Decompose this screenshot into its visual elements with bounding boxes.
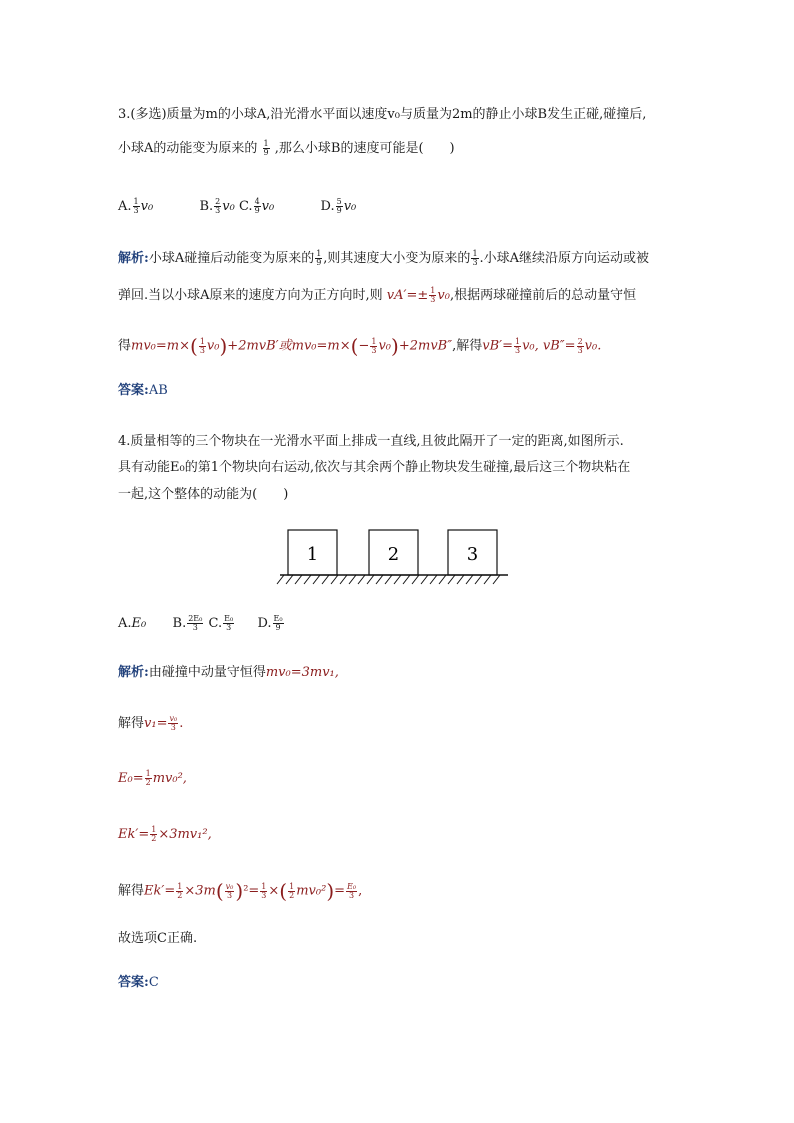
denominator: 3 (215, 206, 221, 215)
denominator: 3 (192, 623, 198, 632)
option-d-label: D. (257, 616, 272, 631)
denominator: 3 (261, 890, 267, 900)
hatch-mark (376, 575, 383, 584)
left-paren: ( (279, 879, 288, 903)
option-a-label: A. (118, 616, 132, 631)
q4-solution-line3 (118, 770, 187, 788)
equation: ×3mv₁², (158, 827, 212, 842)
q4-answer (118, 974, 159, 992)
option-b-label: B. (172, 616, 187, 631)
fraction (225, 883, 235, 900)
numerator: v₀ (225, 881, 234, 891)
denominator: 3 (226, 890, 233, 900)
fraction (273, 615, 284, 632)
q3-options (118, 198, 356, 216)
q4-solution-line2 (118, 715, 183, 733)
text: . (179, 716, 184, 731)
fraction (288, 883, 295, 900)
hatch-mark (331, 575, 338, 584)
text: .小球A继续沿原方向运动或被 (479, 251, 650, 266)
hatch-mark (421, 575, 428, 584)
equation: = (334, 883, 346, 899)
block-3-label: 3 (466, 544, 479, 565)
right-paren: ) (235, 879, 244, 903)
numerator: 1 (430, 286, 436, 295)
denominator: 9 (336, 206, 342, 215)
equation: ×3m (184, 883, 216, 899)
denominator: 9 (263, 148, 269, 157)
numerator: 1 (261, 881, 267, 891)
variable: v₀ (343, 199, 357, 214)
equation: +2mvB″ (398, 338, 453, 354)
equation: vB′= (482, 338, 513, 354)
denominator: 3 (170, 723, 176, 732)
hatch-mark (412, 575, 419, 584)
variable: v₀ (378, 338, 392, 354)
text: 由碰撞中动量守恒得 (148, 665, 266, 680)
numerator: 1 (514, 336, 521, 346)
fraction (471, 250, 478, 267)
text: , (358, 883, 363, 899)
fraction (223, 615, 234, 632)
equation: +2mvB′或 (227, 338, 292, 354)
fraction (336, 198, 343, 215)
q3-solution-line3 (118, 334, 602, 358)
text: ,那么小球B的速度可能是( ) (274, 141, 455, 156)
hatch-mark (313, 575, 320, 584)
denominator: 9 (316, 258, 322, 267)
equation: mv₀², (152, 771, 187, 786)
text: ,解得 (452, 338, 483, 354)
equation: E₀= (118, 771, 144, 786)
variable: v₀ (140, 199, 154, 214)
equation: mv₀=3mv₁, (265, 665, 339, 680)
option-a-value: E₀ (131, 616, 147, 631)
numerator: 2 (577, 336, 583, 346)
fraction (429, 287, 436, 304)
fraction (315, 250, 322, 267)
option-b-label: B. (199, 199, 214, 214)
denominator: 3 (430, 295, 436, 304)
denominator: 2 (289, 890, 295, 900)
equation: vA′=± (386, 288, 429, 303)
equation: Ek′= (118, 827, 150, 842)
q4-stem-line2: 具有动能E₀的第1个物块向右运动,依次与其余两个静止物块发生碰撞,最后这三个物块粘在 (118, 460, 631, 475)
option-c-label: C. (238, 199, 253, 214)
option-a-label: A. (118, 199, 132, 214)
hatch-mark (304, 575, 311, 584)
hatch-mark (448, 575, 455, 584)
numerator: 1 (263, 139, 269, 148)
numerator: 1 (472, 249, 478, 258)
hatch-mark (493, 575, 500, 584)
left-paren: ( (350, 334, 359, 358)
right-paren: ) (391, 334, 399, 358)
denominator: 2 (177, 890, 183, 900)
text: 小球A碰撞后动能变为原来的 (148, 251, 315, 266)
left-paren: ( (190, 334, 198, 358)
fraction (133, 198, 140, 215)
answer-value: C (148, 975, 159, 990)
q4-conclusion: 故选项C正确. (118, 931, 198, 946)
answer-label: 答案: (118, 975, 149, 990)
equation: v₁= (144, 716, 168, 731)
right-paren: ) (219, 334, 228, 358)
denominator: 2 (145, 778, 151, 787)
hatch-mark (358, 575, 365, 584)
hatch-mark (385, 575, 392, 584)
numerator: 1 (145, 769, 151, 778)
q4-solution-line1 (118, 664, 339, 682)
variable: v₀ (222, 199, 235, 214)
text: 小球A的动能变为原来的 (118, 141, 258, 156)
fraction (577, 338, 584, 355)
denominator: 3 (472, 258, 478, 267)
equation: Ek′= (144, 883, 176, 899)
hatch-mark (340, 575, 347, 584)
q4-options (118, 615, 285, 633)
fraction (168, 715, 178, 732)
variable: v₀. (584, 338, 602, 354)
hatch-mark (430, 575, 437, 584)
numerator: 1 (316, 249, 322, 258)
answer-label: 答案: (118, 383, 149, 398)
equation: vB″= (542, 338, 576, 354)
hatch-mark (286, 575, 293, 584)
hatch-mark (484, 575, 491, 584)
solution-label: 解析: (118, 251, 149, 266)
variable: v₀, (522, 338, 539, 354)
fraction (214, 198, 221, 215)
fraction (260, 883, 267, 900)
q3-solution-line1 (118, 250, 649, 268)
answer-value: AB (148, 383, 168, 398)
denominator: 3 (371, 345, 377, 355)
equation: mv₀=m× (131, 338, 191, 354)
numerator: 1 (199, 336, 205, 346)
solution-label: 解析: (118, 665, 149, 680)
fraction (346, 883, 357, 900)
hatch-mark (403, 575, 410, 584)
numerator: 1 (371, 336, 377, 346)
option-d-label: D. (320, 199, 335, 214)
text: 解得 (118, 716, 145, 731)
variable: v₀ (437, 288, 450, 303)
equation: mv₀=m× (291, 338, 351, 354)
denominator: 3 (577, 345, 583, 355)
numerator: 5 (336, 197, 342, 206)
hatch-mark (466, 575, 473, 584)
fraction (263, 140, 270, 157)
blocks-diagram (276, 526, 512, 588)
right-paren: ) (326, 879, 335, 903)
denominator: 3 (133, 206, 139, 215)
hatch-mark (475, 575, 482, 584)
numerator: E₀ (224, 614, 234, 623)
q4-solution-line5 (118, 879, 363, 903)
denominator: 3 (199, 345, 205, 355)
numerator: 1 (177, 881, 183, 891)
denominator: 3 (226, 623, 232, 632)
numerator: v₀ (169, 714, 178, 723)
text: ,根据两球碰撞前后的总动量守恒 (449, 288, 637, 303)
denominator: 2 (151, 834, 157, 843)
numerator: 1 (289, 881, 295, 891)
text: 解得 (118, 883, 145, 899)
numerator: E₀ (273, 614, 283, 623)
q4-stem-line1: 4.质量相等的三个物块在一光滑水平面上排成一直线,且彼此隔开了一定的距离,如图所示. (118, 434, 624, 449)
fraction (150, 826, 157, 843)
equation: mv₀² (296, 883, 327, 899)
q4-solution-line4 (118, 826, 212, 844)
fraction (145, 770, 152, 787)
hatch-mark (349, 575, 356, 584)
q3-stem-line1: 3.(多选)质量为m的小球A,沿光滑水平面以速度v₀与质量为2m的静止小球B发生正碰,碰撞后, (118, 107, 647, 122)
text: ,则其速度大小变为原来的 (323, 251, 471, 266)
block-2-label: 2 (387, 544, 400, 565)
variable: v₀ (206, 338, 220, 354)
q3-stem-line2 (118, 140, 455, 158)
ground-hatching (277, 575, 500, 584)
left-paren: ( (215, 879, 224, 903)
option-c-label: C. (208, 616, 223, 631)
block-1-label: 1 (306, 544, 319, 565)
hatch-mark (457, 575, 464, 584)
hatch-mark (394, 575, 401, 584)
minus-sign: − (358, 338, 370, 354)
hatch-mark (367, 575, 374, 584)
q3-answer (118, 382, 168, 400)
equation: ²= (243, 883, 260, 899)
fraction (199, 338, 206, 355)
text: 得 (118, 338, 132, 354)
fraction (254, 198, 261, 215)
text: 弹回.当以小球A原来的速度方向为正方向时,则 (118, 288, 383, 303)
q3-solution-line2 (118, 287, 636, 305)
hatch-mark (277, 575, 284, 584)
denominator: 3 (349, 890, 355, 900)
variable: v₀ (261, 199, 275, 214)
equation: × (268, 883, 280, 899)
fraction (187, 615, 203, 632)
numerator: 2E₀ (188, 614, 203, 623)
numerator: E₀ (347, 881, 357, 891)
hatch-mark (439, 575, 446, 584)
denominator: 3 (514, 345, 521, 355)
numerator: 1 (151, 825, 157, 834)
fraction (176, 883, 183, 900)
hatch-mark (295, 575, 302, 584)
numerator: 2 (215, 197, 221, 206)
denominator: 9 (275, 623, 281, 632)
numerator: 4 (254, 197, 260, 206)
numerator: 1 (133, 197, 139, 206)
denominator: 9 (254, 206, 260, 215)
fraction (370, 338, 377, 355)
q4-stem-line3: 一起,这个整体的动能为( ) (118, 487, 289, 502)
hatch-mark (322, 575, 329, 584)
fraction (514, 338, 521, 355)
